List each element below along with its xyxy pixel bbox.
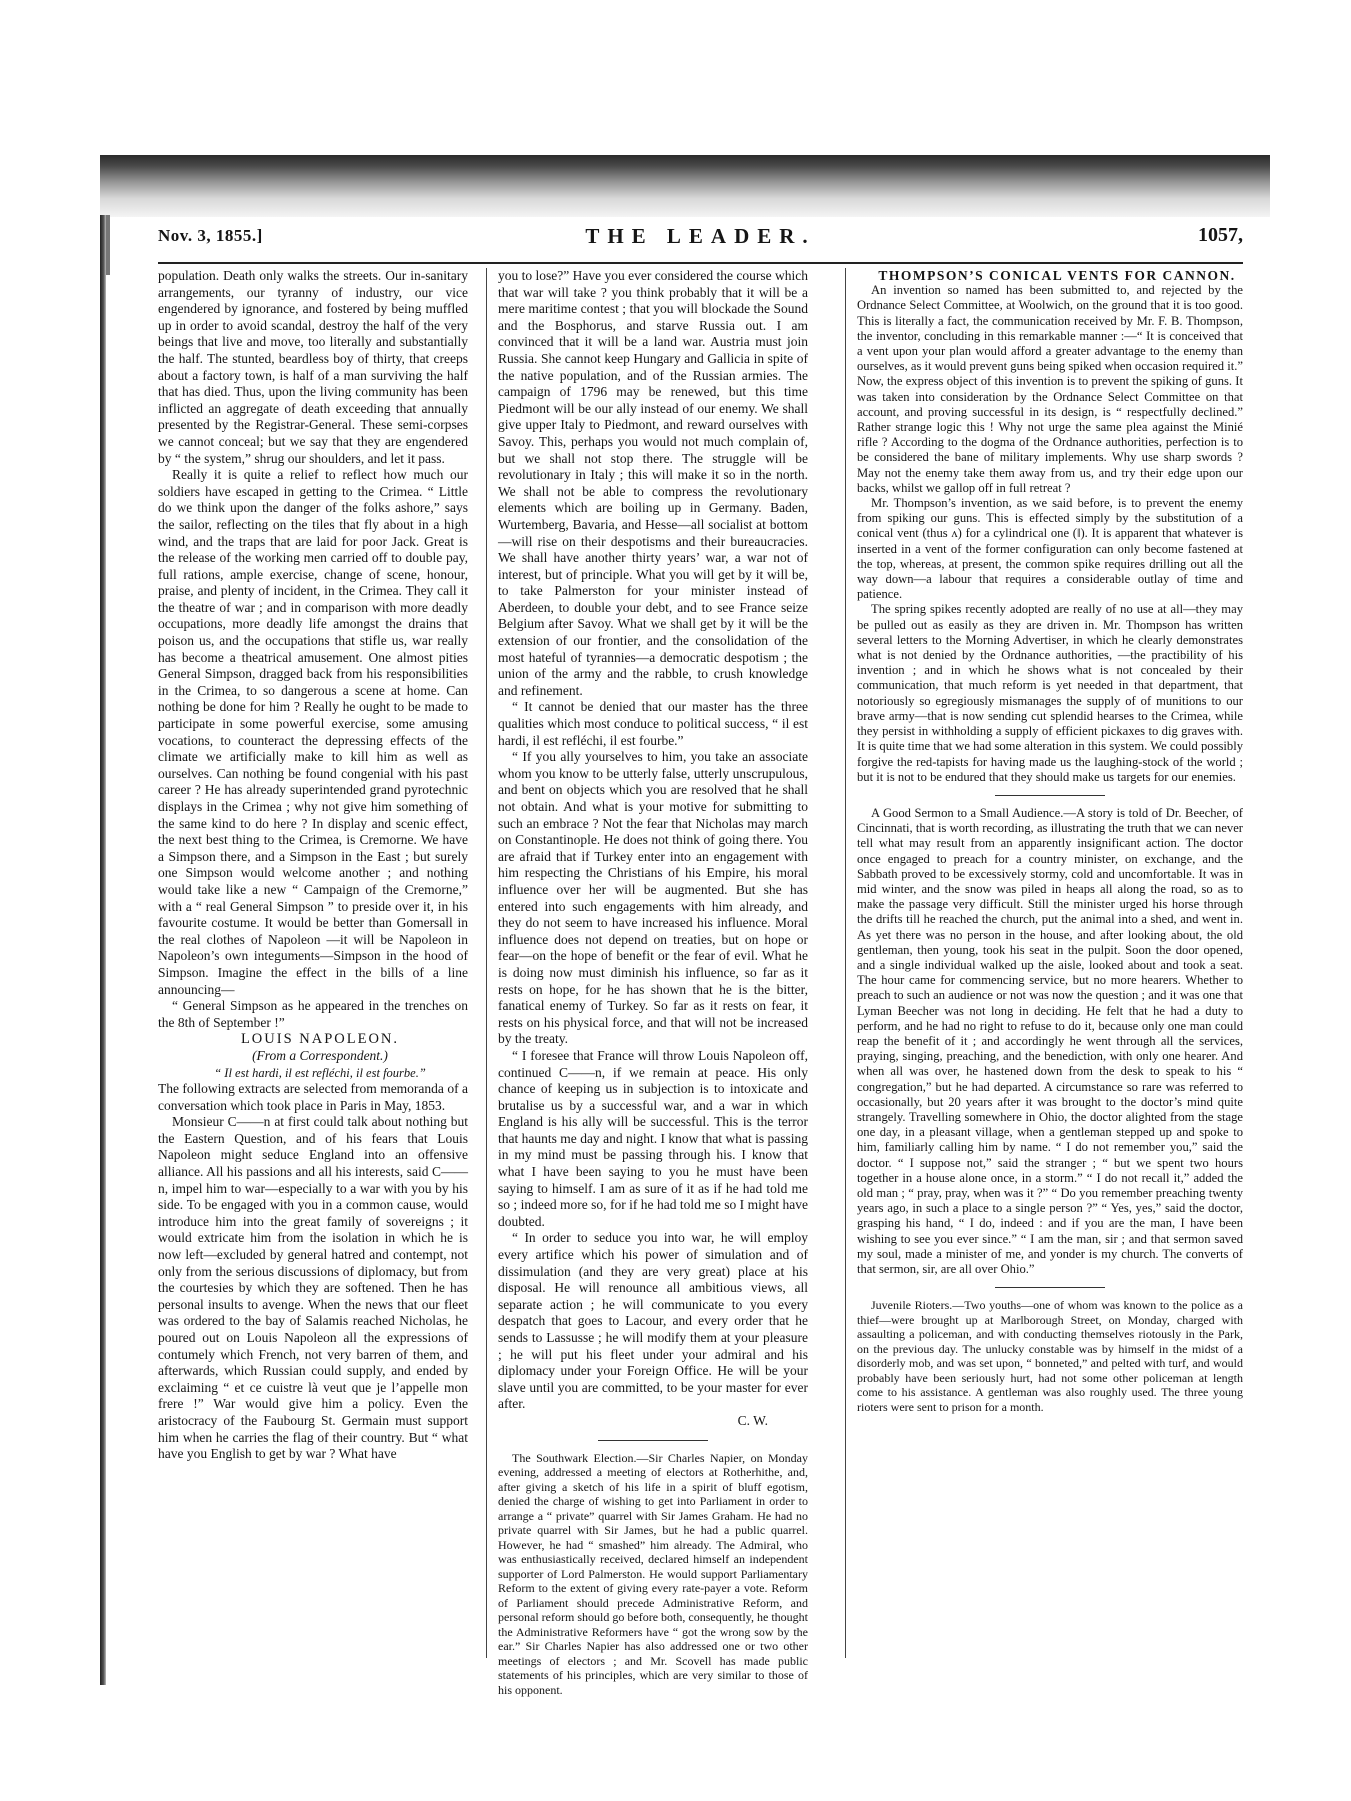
newspaper-title: THE LEADER. <box>585 224 816 248</box>
separator <box>598 1440 708 1441</box>
news-item: The Southwark Election.—Sir Charles Napier, on Monday evening, addressed a meeting of electors at Rotherhithe, and, after giving a sketch of his life in a spirit of bluff egotism, denied the charge of wishing to get into Parliament in order to arrange a “ private” quarrel with Sir James Graham. He had no private quarrel with Sir James, but he had a public quarrel. However, he had “ smashed” him already. The Admiral, who was enthusiastically received, declared himself an independent supporter of Lord Palmerston. He would support Parliamentary Reform to the extent of giving every rate-payer a vote. Reform of Parliament should precede Administrative Reform, and personal reform should go before both, consequently, he thought the Administrative Reformers have “ got the wrong sow by the ear.” Sir Charles Napier has also addressed one or two other meetings of electors ; and Mr. Scovell has made public statements of his principles, which are very similar to those of his opponent. <box>498 1450 808 1697</box>
signature: C. W. <box>737 1412 768 1428</box>
article-subheading: (From a Correspondent.) <box>252 1047 388 1063</box>
paragraph: “ General Simpson as he appeared in the trenches on the 8th of September !” <box>158 998 468 1030</box>
news-item: A Good Sermon to a Small Audience.—A story is told of Dr. Beecher, of Cincinnati, that is worth recording, as illustrating the truth that we can never tell what may result from an apparently insignificant action. The doctor once engaged to preach for a country minister, on exchange, and the Sabbath proved to be excessively stormy, cold and uncomfortable. It was in mid winter, and the snow was piled in heaps all along the road, so as to make the passage very difficult. Still the minister urged his horse through the drifts till he reached the church, put the animal into a shed, and went in. As yet there was no person in the house, and after looking about, the old gentleman, then young, took his seat in the pulpit. Soon the door opened, and a single individual walked up the aisle, looked about and took a seat. The hour came for commencing service, but no more hearers. Whether to preach to such an audience or not was now the question ; and it was one that Lyman Beecher was not long in deciding. He felt that he had a duty to perform, and he had no right to refuse to do it, because only one man could reap the benefit of it ; and accordingly he went through all the services, praying, singing, preaching, and the benediction, with only one hearer. And when all was over, he hastened down from the desk to speak to his “ congregation,” but he had departed. A circumstance so rare was referred to occasionally, but 20 years after it was brought to the doctor’s mind quite strangely. Travelling somewhere in Ohio, the doctor alighted from the stage one day, in a pleasant village, when a gentleman stepped up and spoke to him, familiarly calling him by name. “ I do not remember you,” said the doctor. “ I suppose not,” said the stranger ; “ but we spent two hours together in a house alone once, in a storm.” “ I do not recall it,” added the old man ; “ pray, pray, when was it ?” “ Do you remember preaching twenty years ago, in such a place to a single person ?” “ Yes, yes,” said the doctor, grasping his hand, “ I do, indeed : and if you are the man, I have been wishing to see you ever since.” “ I am the man, sir ; and that sermon saved my soul, made a minister of me, and yonder is my church. The converts of that sermon, sir, are all over Ohio.” <box>857 805 1243 1276</box>
paragraph: The spring spikes recently adopted are really of no use at all—they may be pulled out as easily as they are driven in. Mr. Thompson has written several letters to the Morning Advertiser, in which he clearly demonstrates what is not denied by the Ordnance authorities, —the practibility of his invention ; and in which he shows what is not concealed by their communication, that much reform is yet needed in that department, that notoriously so egregiously mismanages the supply of of munitions to our brave army—that is now sending cut splendid hearses to the Crimea, while they persist in withholding a supply of efficient pickaxes to dig graves with. It is quite time that we had some alteration in this system. We could possibly forgive the red-tapists for having made us the laughing-stock of the world ; but it is not to be endured that they should make us targets for our enemies. <box>857 602 1243 784</box>
column-1 <box>158 268 468 1463</box>
paragraph: “ I foresee that France will throw Louis Napoleon off, continued C——n, if we remain at peace. His only chance of keeping us in subjection is to intoxicate and brutalise us by a successful war, and a war in which England is his ally will be successful. This is the terror that haunts me day and night. I know that what is passing in my mind must be passing through his. I know that what I have been saying to you he must have been saying to himself. I am as sure of it as if he had told me so ; indeed more so, for if he had told me so I might have doubted. <box>498 1047 808 1229</box>
paragraph: population. Death only walks the streets. Our in-sanitary arrangements, our tyranny of industry, our vice engendered by ignorance, and fostered by being muffled up in order to avoid scandal, destroy the half of the very beings that live and move, too literally and substantially the half. The stunted, beardless boy of thirty, that creeps about a factory town, is half of a man surviving the half that has died. Thus, upon the living community has been inflicted an aggregate of death exceeding that annually presented by the Registrar-General. These semi-corpses we cannot conceal; but we say that they are engendered by “ the system,” shrug our shoulders, and let it pass. <box>158 268 468 466</box>
column-divider-1 <box>486 268 487 1658</box>
paragraph: “ If you ally yourselves to him, you take an associate whom you know to be utterly false, utterly unscrupulous, and bent on objects which you are resolved that he shall not obtain. And what is your motive for submitting to such an embrace ? Not the fear that Nicholas may march on Constantinople. He does not think of going there. You are afraid that if Turkey enter into an engagement with him respecting the Christians of his Empire, his moral influence over her will be augmented. But she has entered into such engagements with him already, and they do not seem to have increased his influence. Moral influence does not depend on treaties, but on hope or fear—on the hope of benefit or the fear of evil. What he is doing now must diminish his influence, so far as it rests on hope, for he has shown that he is the bitter, fanatical enemy of Turkey. So far as it rests on fear, it rests on his physical force, and that will not be increased by the treaty. <box>498 749 808 1047</box>
article-heading: THOMPSON’S CONICAL VENTS FOR CANNON. <box>878 268 1236 283</box>
paragraph: “ It cannot be denied that our master has the three qualities which most conduce to political success, “ il est hardi, il est refléchi, il est fourbe.” <box>498 699 808 748</box>
paragraph: “ In order to seduce you into war, he will employ every artifice which his power of simulation and of dissimulation (and they are very great) place at his disposal. He will renounce all ambitious views, all separate action ; he will communicate to you every despatch that goes to Lacour, and every order that he sends to Lassusse ; he will modify them at your pleasure ; he will put his fleet under your admiral and his diplomacy under your Foreign Office. He will be your slave until you are committed, to be your master for ever after. <box>498 1230 808 1412</box>
column-3 <box>857 268 1243 1414</box>
paragraph: Mr. Thompson’s invention, as we said before, is to prevent the enemy from spiking our guns. This is effected simply by the substitution of a conical vent (thus ʌ) for a cylindrical one (‖). It is apparent that whatever is inserted in a vent of the former configuration can only become fastened at the top, whereas, at present, the common spike requires drilling out all the way down—a labour that requires a considerable outlay of time and patience. <box>857 496 1243 602</box>
paragraph: The following extracts are selected from memoranda of a conversation which took place in Paris in May, 1853. <box>158 1081 468 1113</box>
masthead <box>158 214 1243 262</box>
paragraph: you to lose?” Have you ever considered the course which that war will take ? you think probably that it will be a mere maritime contest ; that you will blockade the Sound and the Bosphorus, and starve Russia out. I am convinced that it will be a land war. Austria must join Russia. She cannot keep Hungary and Gallicia in spite of the native population, and of the Russian armies. The campaign of 1796 may be renewed, but this time Piedmont will be our ally instead of our enemy. We shall give upper Italy to Piedmont, and reward ourselves with Savoy. This, perhaps you would not much complain of, but we shall not stop there. The struggle will be revolutionary in Italy ; this will make it so in the north. We shall not be able to compress the revolutionary elements which are boiling up in Germany. Baden, Wurtemberg, Bavaria, and Hesse—all socialist at bottom—will rise on their despotisms and their bureaucracies. We shall have another thirty years’ war, a war not of interest, but of principle. What you will get by it will be, to take Palmerston for your minister instead of Aberdeen, to double your debt, and to see France seize Belgium after Savoy. What we shall get by it will be the extension of our frontier, and the consolidation of the most hateful of tyrannies—a democratic despotism ; the union of the army and the rabble, to crush knowledge and refinement. <box>498 268 809 698</box>
separator <box>995 1287 1105 1288</box>
paragraph: Monsieur C——n at first could talk about nothing but the Eastern Question, and of his fears that Louis Napoleon might seduce England into an offensive alliance. All his passions and all his interests, said C——n, impel him to war—especially to a war with you by his side. To be engaged with you in a common cause, would introduce him into the great family of sovereigns ; it would extricate him from the isolation in which he is now left—excluded by general hatred and contempt, not only from the serious discussions of diplomacy, but from the courtesies by which they are softened. Then he has personal insults to avenge. When the news that our fleet was ordered to the bay of Salamis reached Nicholas, he poured out on Louis Napoleon all the expressions of contumely which French, not very barren of them, and afterwards, which Russian could supply, and ended by exclaiming “ et ce cuistre là veut que je l’appelle mon frere !” War would give him a policy. Even the aristocracy of the Faubourg St. Germain must support him when he carries the flag of their country. But “ what have you English to get by war ? What have <box>158 1114 468 1462</box>
scan-left-edge <box>100 215 106 1685</box>
paragraph: An invention so named has been submitted to, and rejected by the Ordnance Select Committee, at Woolwich, on the ground that it is too good. This is literally a fact, the communication received by Mr. F. B. Thompson, the inventor, concluding in this remarkable manner :—“ It is conceived that a vent upon your plan would afford a greater advantage to the enemy than ourselves, as it would prevent guns being spiked when occasion required it.” Now, the express object of this invention is to prevent the spiking of guns. It was taken into consideration by the Ordnance Select Committee on that account, and proving successful in its design, is “ respectfully declined.” Rather strange logic this ! Why not urge the same plea against the Minié rifle ? According to the dogma of the Ordnance authorities, perfection is to be considered the bane of military implements. Why use sharp swords ? May not the enemy take them away from us, and try their edge upon our backs, whilst we gallop off in full retreat ? <box>857 283 1243 495</box>
scan-left-edge-mark <box>106 215 110 275</box>
article-heading: LOUIS NAPOLEON. <box>240 1031 400 1048</box>
column-2 <box>498 268 808 1697</box>
column-divider-2 <box>845 268 846 1658</box>
separator <box>995 795 1105 796</box>
page-number: 1057, <box>1198 224 1243 246</box>
masthead-rule <box>158 262 1243 264</box>
article-motto: “ Il est hardi, il est refléchi, il est fourbe.” <box>214 1065 426 1080</box>
paragraph: Really it is quite a relief to reflect how much our soldiers have escaped in getting to the Crimea. “ Little do we think upon the danger of the folks ashore,” says the sailor, reflecting on the tiles that fly about in a high wind, and the traps that are laid for poor Jack. Great is the release of the working men carried off to double pay, full rations, ample exercise, change of scene, honour, praise, and plenty of incident, in the Crimea. They call it the theatre of war ; and in comparison with more deadly occupations, more deadly life amongst the drains that poison us, and the occupations that stifle us, war really has become a theatrical amusement. One almost pities General Simpson, dragged back from his responsibilities in the Crimea, to so dangerous a scene at home. Can nothing be done for him ? Really he ought to be made to participate in some powerful exercise, some amusing vocations, to counteract the depressing effects of the climate we artificially make to kill him as well as ourselves. Can nothing be found congenial with his past career ? He has already superintended grand pyrotechnic displays in the Crimea ; why not give him something of the same kind to do here ? In display and scenic effect, the next best thing to the Crimea, is Cremorne. We have a Simpson there, and a Simpson in the East ; but surely one Simpson would welcome another ; and nothing would take like a new “ Campaign of the Cremorne,” with a “ real General Simpson ” to preside over it, in his favourite costume. It would be better than Gomersall in the real clothes of Napoleon —it will be Napoleon in Napoleon’s own integuments—Simpson in the hood of Simpson. Imagine the effect in the bills of a line announcing— <box>158 467 468 997</box>
news-item: Juvenile Rioters.—Two youths—one of whom was known to the police as a thief—were brought up at Marlborough Street, on Monday, charged with assaulting a policeman, and with conducting themselves riotously in the Park, on the previous day. The unlucky constable was by himself in the midst of a disorderly mob, and was set upon, “ bonneted,” and pelted with turf, and would probably have been seriously hurt, had not some other policeman at length come to his assistance. A gentleman was also roughly used. The three young rioters were sent to prison for a month. <box>857 1298 1243 1414</box>
scan-top-band <box>100 155 1270 217</box>
issue-date: Nov. 3, 1855.] <box>158 226 263 245</box>
